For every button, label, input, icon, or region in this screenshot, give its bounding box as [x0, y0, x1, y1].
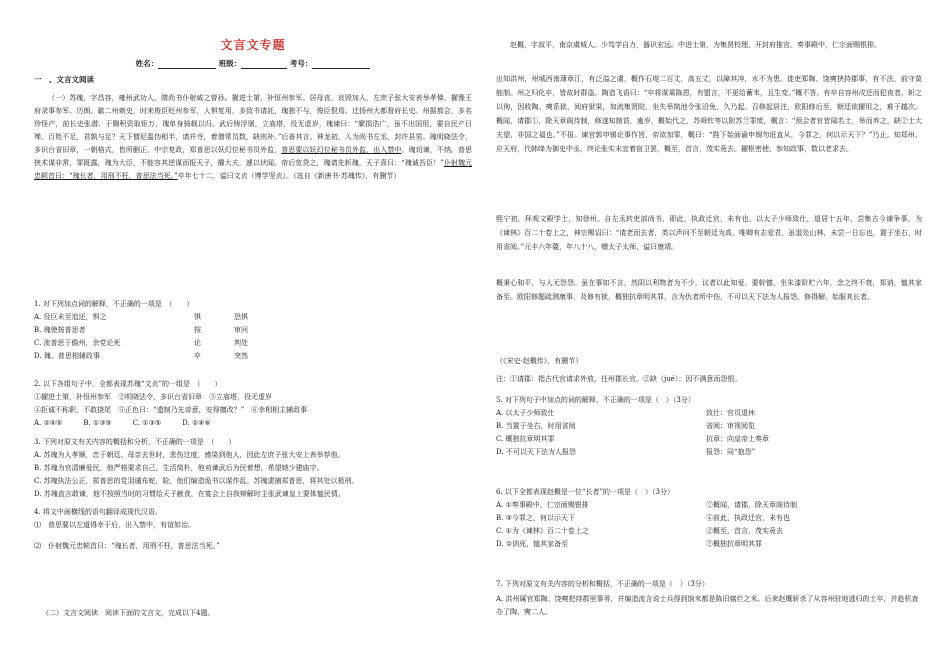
question-3-option-a[interactable]: A. 苏瑰为人孝顺，忠于朝廷、母亲去世时，悲伤过度，感染到他人，因此左庶子张大安上表举荐他。 [34, 451, 345, 459]
question-1-cell: 论 [194, 339, 201, 347]
question-4-item-2: ⑵ 仆射魏元忠顿首曰：“瑰长者，用刑不枉，普思法当死。” [34, 542, 220, 550]
question-5-cell: D. 不可以天下法为人报怨 [496, 448, 576, 456]
question-1-cell: 卒 [194, 352, 201, 360]
passage-2-p3: 熙宁初，拜观文殿学士、知徐州。自左丞转吏部尚书，即此，执政迁官，未有也。以太子少师致仕，退居十五年，尝集古今谏争事，为《谏林》百二十卷上之，神宗赐诏曰：“请老而去者，类以声问不至朝廷为高，唯卿有志爱君，虽退处山林，未尝一日忘也，置于坐右，时用省阅。”元丰六年薨，年八十八，赠太子太师，谥曰康靖。 [496, 215, 922, 251]
question-5-cell: 报怨：同“抱怨” [706, 448, 756, 456]
question-6-cell: ②概独抗章明其罪 [706, 540, 762, 548]
class-blank[interactable] [241, 60, 287, 69]
question-3-option-d[interactable]: D. 苏瑰直言敢谏，他不按照当时的习惯给天子献食，在宴会上自我辩解时主张武谏皇上要体恤民情。 [34, 490, 345, 498]
question-1-cell: 突然 [234, 352, 248, 360]
passage-1-underline-1: 普思要以妖幻位秘书员外监，出入禁中 [281, 146, 402, 154]
question-6-cell: ②概至，首言，茂实竟去 [706, 527, 783, 535]
passage-1-part-b: 迁扬州大都督府长史。州据都会，多名珍怪产，前长史张潜、于翱积资取钜万，瑰单身骑载以归。武后铸浮屠，立庙塔，役无虚岁，瑰谏曰：“縻损浩广，虽不出国用，要自民产日殚。百姓不足，君孰与足？天下僧尼滥伪相半，请并寺，着僧常员数，缺则补。”后善其言。神龙初，入为尚书左丞，封许县男。瑰明晓法令，多识台省旧章，一朝格式，皆所删正。中宗复政，郑普思以妖幻位秘书员外监， [34, 107, 473, 154]
question-3-stem: 3. 下列对原文有关内容的概括和分析，不正确的一项是 （ ） [34, 438, 236, 446]
question-1-cell: D. 瑰、普思相辅政事 [34, 352, 100, 360]
question-1-cell: 判处 [234, 339, 248, 347]
question-5-cell: A. 以太子少师致仕 [496, 409, 555, 417]
question-5-option-row[interactable] [496, 420, 922, 433]
name-blank[interactable] [158, 60, 216, 69]
question-3 [34, 436, 472, 501]
passage-1: （一）苏瑰，字昌容，雍州武功人，隋尚书仆射威之曾孙。擢进士第，补恒州参军。居母丧，哀毁加人，左庶子张大安表举孝悌，擢豫王府录事参军。历朗、歙二州刺史，时来俊臣贬州参军，人惧复用，多致书请託，瑰独不与，俊臣恨焉。迁扬州大都督府长史。州据都会，多名珍怪产，前长史张潜、于翱积资取钜万，瑰单身骑载以归。武后铸浮屠，立庙塔，役无虚岁，瑰谏曰：“縻损浩广，虽不出国用，要自民产日殚。百姓不足，君孰与足？天下僧尼滥伪相半，请并寺，着僧常员数，缺则补。”后善其言。神龙初，入为尚书左丞，封许县男。瑰明晓法令，多识台省旧章，一朝格式，皆所删正。中宗复政，郑普思以妖幻位秘书员外监，普思要以妖幻位秘书员外监，出入禁中。瑰切谏，不纳。普思挟术谋非常，罪既露，瑰为大臣，不能容其逆谋而报天子，擢大夫，遽以状闻。帝后宽贷之，瑰请先斩瑰，天子喜曰：“瑰诚吾臣！”仆射魏元忠顿首曰：“瑰长者，用刑不枉，普思法当死。”卒年七十二，谥曰文贞（博学坚贞）。（选自《新唐书·苏瑰传》，有删节） [34, 94, 473, 180]
passage-1-part-d: 卒年七十二，谥曰文贞（博学坚贞）。（选自《新唐书·苏瑰传》，有删节） [177, 172, 401, 180]
question-6-option-row[interactable] [496, 525, 922, 538]
question-1-cell: B. 瑰使按普思者 [34, 326, 86, 334]
section-2-intro: （二）文言文阅读 阅读下面的文言文，完成以下4题。 [42, 609, 215, 617]
question-6-cell: ④前此，执政迁官，未有也 [706, 514, 790, 522]
question-6-cell: C. ①为《谏林》百二十卷上之 [496, 527, 589, 535]
question-2 [34, 378, 472, 430]
question-1-cell: 惧 [194, 313, 201, 321]
exam-number-blank[interactable] [312, 60, 370, 69]
passage-2-p1: 赵概，字叔平，南京虞城人。少笃学自力，器识宏远。中进士第，为集贤校理、开封府推官。奏事殿中，仁宗面赐银排。 [510, 41, 881, 49]
question-2-choices[interactable]: A. ②④⑤ B. ①③⑤ C. ①③⑤ D. ②④⑥ [34, 419, 211, 427]
question-1-options [34, 311, 472, 363]
question-2-stem: 2. 以下各组句子中，全都表现苏瑰“文贞”的一组是 （ ） [34, 380, 222, 388]
question-4-item-1: ⑴ 普思要以左道得幸于后，出入禁中，有谊如治。 [34, 521, 195, 529]
question-7-option-a[interactable]: A. 洪州属官郑陶、饶奭把持郡里事务，并编造流言说士兵得到饷米都是陈旧腐烂之米。后来赵概斩杀了从容州驻地逃归的士卒，并趁机查办了陶、奭二人。 [496, 595, 919, 616]
exam-number-label: 考号： [289, 59, 313, 68]
question-4-stem: 4. 将文中画横线的语句翻译成现代汉语。 [34, 508, 162, 516]
question-5-stem: 5. 对下列句子中加点的词的解释，不正确的一项是（ ）（3分） [496, 396, 695, 404]
question-1-cell: C. 流普思于儋州，余党论死 [34, 339, 121, 347]
passage-2-p4: 概秉心和平，与人无怨怨。虽在事如不言，然阴以利物者为不少，议者以此知爱。要幹德，坐朱漆阶贮六年，念之终不衰，郑讷，恤其家备至。欧阳修题疏测康事，及修有狱，概独抗章明其罪，言为仇者所中伤，不可以天下法为人报怨。修得解，始服其长者。 [496, 279, 922, 301]
question-5-cell: C. 概独抗章明其罪 [496, 435, 555, 443]
section-heading: 一 、文言文阅读 [34, 75, 94, 84]
question-5-cell: 致仕：官员退休 [706, 409, 755, 417]
question-4 [34, 506, 472, 553]
question-1-cell: 按 [194, 326, 201, 334]
question-6-option-row[interactable] [496, 499, 922, 512]
passage-1-part-a: （一）苏瑰，字昌容，雍州武功人，隋尚书仆射威之曾孙。擢进士第，补恒州参军。居母丧，哀毁加人，左庶子张大安表举孝悌，擢豫王府录事参军。历朗、歙二州刺史，时来俊臣贬州参军，人惧复用，多致书请託，瑰独不与，俊臣恨焉。 [34, 94, 472, 115]
question-6-cell: D. ①讷死，恤其家备至 [496, 540, 569, 548]
student-info-line [34, 58, 472, 69]
question-1-option-row[interactable] [34, 350, 472, 363]
question-1-option-row[interactable] [34, 337, 472, 350]
question-1-cell: 恐惧 [234, 313, 248, 321]
question-6-cell: B. ③今罪之，何以示天下 [496, 514, 575, 522]
passage-1-underline-2: 仆射魏元忠顿首曰：“瑰长者，用刑不枉，普思法当死。” [34, 159, 473, 180]
question-5-option-row[interactable] [496, 433, 922, 446]
class-label: 班级： [218, 59, 242, 68]
passage-1-part-c: 瑰切谏，不纳。普思挟术谋非常，罪既露，瑰为大臣，不能容其逆谋而报天子，擢大夫，遽以状闻。帝后宽贷之，瑰请先斩瑰，天子喜曰：“瑰诚吾臣！” [34, 146, 473, 167]
passage-2-note: 注：①请郡：指古代官请求外放，任州郡长官。②缺（jué）：因不满意而怨恨。 [496, 375, 742, 383]
question-6-cell: ②概闻，请郡，除天章阁待制 [706, 501, 797, 509]
question-1-option-row[interactable] [34, 324, 472, 337]
question-6-stem: 6. 以下全都表现赵概是一位“长者”的一项是（ ）（3分） [496, 488, 675, 496]
citation-text: 《宋史·赵概传》，有删节 [503, 357, 576, 365]
question-2-item-1: ①擢进士第，补恒州参军 ②明晓法令，多识台省旧章 ③立庙塔，役无虚岁 [34, 393, 272, 401]
question-5-cell: B. 当置于坐右，时用省阅 [496, 422, 576, 430]
question-1-cell: 审问 [234, 326, 248, 334]
question-6-option-row[interactable] [496, 512, 922, 525]
question-2-item-2: ④拒诚不称职，不敢挠尾 ⑤正色曰：“遗制乃先帝意，安得擅改？” ⑥幸相相主辅政事 [34, 406, 308, 414]
question-1 [34, 298, 472, 363]
passage-2-p2: 出知洪州，州城西南薄章江，有泛溢之虞，概作石堤二百丈，高五丈，以障其冲，水不为患。徙吏郑陶、饶奭挟持郡事，有不法，前守莫能制。州之归化卒，皆故时群盗。陶造飞语曰：“卒将谋乘陈恩，有盟言，不更给蓄米，且生变。”概不答。有卒自容州戍还而犯夜者，斩之以徇，因收陶、奭系狱，阅府狱果，加流集贤院，坐失举简池令张沿免，久乃起。召修起居注，欧阳修后至，朝廷欲擢用之，难于越次。概闻，请郡①，除天章阁待制，修遂知制诰，逾岁，概始代之，苏舜钦等以附苏兰罪废，概言：“预会者官皆闻名士，举而弃之，缺②士大夫望，非国之福也。”不报。谏官郭申锡论事作旨，帝欲加罪，概曰：“陛下始面谕申锡勿诳直从，今罪之，何以示天下？”乃止。知郑州、应天府，代韩绛为御史中丞，终论张实未宜着宿卫罢，概至，首言，茂实竟去。擢枢密使、参知政事，数以老求去。 [496, 75, 922, 153]
question-5-cell: 省阅：审视阅览 [706, 422, 755, 430]
question-1-option-row[interactable] [34, 311, 472, 324]
passage-2-citation: （《宋史·赵概传》，有删节） [496, 357, 583, 365]
question-5-cell: 抗章：向皇帝上奏章 [706, 435, 769, 443]
question-1-stem: 1. 对下列加点词的解释，不正确的一项是 （ ） [34, 300, 194, 308]
question-6-cell: A. ①奏事殿中，仁宗面赐银排 [496, 501, 589, 509]
question-5-option-row[interactable] [496, 407, 922, 420]
question-1-cell: A. 役巨未至追还，惧之 [34, 313, 107, 321]
question-3-option-b[interactable]: B. 苏瑰为官清廉爱民，他严格要求自己，生活简朴，他劝谏武后为民着想，希望她少建庙宇。 [34, 464, 324, 472]
question-7 [496, 578, 922, 619]
question-5-option-row[interactable] [496, 446, 922, 459]
page-title: 文言文专题 [220, 38, 286, 52]
question-3-option-c[interactable]: C. 苏瑰执法公正，郑普思的党羽谴布蛇，险，他们编造诡书以谋作乱。苏瑰逮捕郑普思，将其处以极刑。 [34, 477, 359, 485]
question-6-options [496, 499, 922, 551]
question-6 [496, 486, 922, 551]
question-6-option-row[interactable] [496, 538, 922, 551]
question-7-stem: 7. 下列对原文有关内容的分析和概括，不正确的一项是（ ）（3分） [496, 580, 709, 588]
question-5-options [496, 407, 922, 459]
name-label: 姓名： [135, 59, 159, 68]
question-5 [496, 394, 922, 459]
